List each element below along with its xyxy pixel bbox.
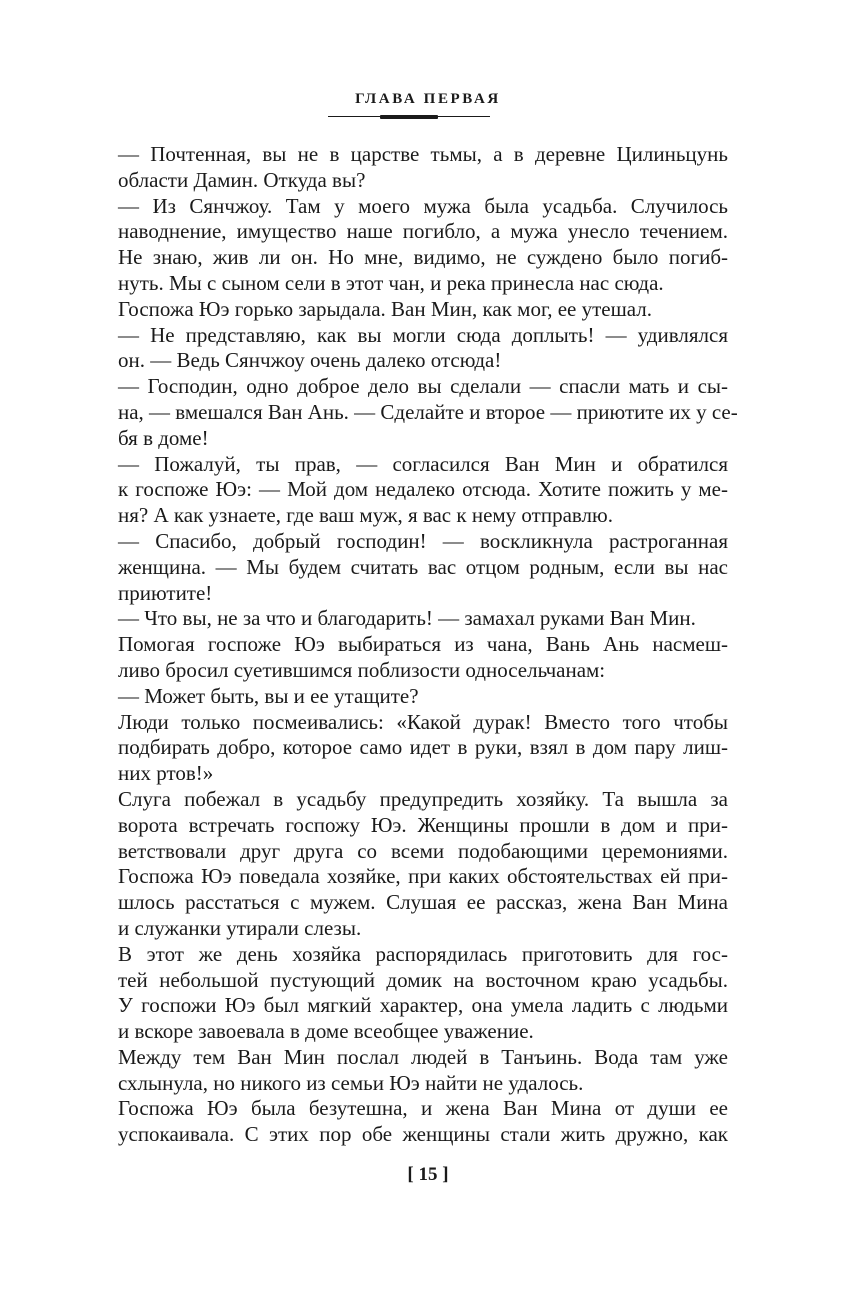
text-line: к госпоже Юэ: — Мой дом недалеко отсюда. Хотите пожить у ме- — [118, 477, 728, 502]
text-line: ня? А как узнаете, где ваш муж, я вас к нему отправлю. — [118, 503, 613, 528]
text-line: ливо бросил суетившимся поблизости односельчанам: — [118, 657, 606, 682]
text-line: и служанки утирали слезы. — [118, 915, 362, 940]
text-line: и вскоре завоевала в доме всеобщее уважение. — [118, 1019, 534, 1044]
page-number: [ 15 ] — [407, 1164, 449, 1185]
text-line: он. — Ведь Сянчжоу очень далеко отсюда! — [118, 348, 502, 373]
body-text — [118, 142, 738, 1148]
text-line: — Что вы, не за что и благодарить! — замахал руками Ван Мин. — [118, 606, 696, 631]
paragraph — [118, 1045, 728, 1097]
text-line: шлось расстаться с мужем. Слушая ее рассказ, жена Ван Мина — [118, 890, 728, 915]
paragraph — [118, 452, 728, 529]
paragraph — [118, 606, 728, 632]
paragraph — [118, 1096, 728, 1148]
paragraph — [118, 374, 738, 451]
text-line: — Спасибо, добрый господин! — воскликнула растроганная — [118, 528, 728, 553]
text-line: — Почтенная, вы не в царстве тьмы, а в деревне Цилиньцунь — [118, 142, 728, 166]
text-line: В этот же день хозяйка распорядилась приготовить для гос- — [118, 941, 728, 966]
text-line: — Может быть, вы и ее утащите? — [118, 683, 419, 708]
paragraph — [118, 710, 728, 787]
text-line: подбирать добро, которое само идет в руки, взял в дом пару лиш- — [118, 735, 728, 760]
text-line: ветствовали друг друга со всеми подобающими церемониями. — [118, 838, 728, 863]
paragraph — [118, 942, 728, 1045]
paragraph — [118, 323, 728, 375]
text-line: наводнение, имущество наше погибло, а мужа унесло течением. — [118, 219, 728, 244]
text-line: схлынула, но никого из семьи Юэ найти не удалось. — [118, 1070, 584, 1095]
text-line: Госпожа Юэ горько зарыдала. Ван Мин, как мог, ее утешал. — [118, 296, 653, 321]
paragraph — [118, 787, 728, 942]
running-head-rule-accent — [380, 115, 438, 119]
text-line: успокаивала. С этих пор обе женщины стали жить дружно, как — [118, 1122, 728, 1147]
text-line: — Пожалуй, ты прав, — согласился Ван Мин и обратился — [118, 451, 728, 476]
chapter-title: ГЛАВА ПЕРВАЯ — [355, 91, 501, 107]
text-line: — Господин, одно доброе дело вы сделали — спасли мать и сы- — [118, 374, 728, 399]
text-line: бя в доме! — [118, 425, 209, 450]
text-line: Помогая госпоже Юэ выбираться из чана, Вань Ань насмеш- — [118, 632, 728, 657]
paragraph — [118, 632, 728, 684]
text-line: области Дамин. Откуда вы? — [118, 167, 366, 192]
text-line: ворота встречать госпожу Юэ. Женщины прошли в дом и при- — [118, 812, 728, 837]
text-line: — Не представляю, как вы могли сюда доплыть! — удивлялся — [118, 322, 728, 347]
text-line: на, — вмешался Ван Ань. — Сделайте и второе — приютите их у се- — [118, 399, 738, 424]
text-line: Госпожа Юэ поведала хозяйке, при каких обстоятельствах ей при- — [118, 864, 728, 889]
text-line: женщина. — Мы будем считать вас отцом родным, если вы нас — [118, 554, 728, 579]
paragraph — [118, 684, 728, 710]
running-head — [0, 88, 856, 118]
paragraph — [118, 297, 728, 323]
text-line: тей небольшой пустующий домик на восточном краю усадьбы. — [118, 967, 728, 992]
text-line: них ртов!» — [118, 761, 214, 786]
text-line: приютите! — [118, 580, 213, 605]
text-line: Не знаю, жив ли он. Но мне, видимо, не суждено было погиб- — [118, 245, 728, 270]
paragraph — [118, 142, 728, 194]
paragraph — [118, 194, 728, 297]
text-line: нуть. Мы с сыном сели в этот чан, и река принесла нас сюда. — [118, 270, 664, 295]
paragraph — [118, 529, 728, 606]
text-line: Госпожа Юэ была безутешна, и жена Ван Мина от души ее — [118, 1096, 728, 1121]
text-line: Люди только посмеивались: «Какой дурак! Вместо того чтобы — [118, 709, 728, 734]
text-line: — Из Сянчжоу. Там у моего мужа была усадьба. Случилось — [118, 193, 728, 218]
text-line: Между тем Ван Мин послал людей в Танъинь. Вода там уже — [118, 1044, 728, 1069]
text-line: У госпожи Юэ был мягкий характер, она умела ладить с людьми — [118, 993, 728, 1018]
text-line: Слуга побежал в усадьбу предупредить хозяйку. Та вышла за — [118, 786, 728, 811]
